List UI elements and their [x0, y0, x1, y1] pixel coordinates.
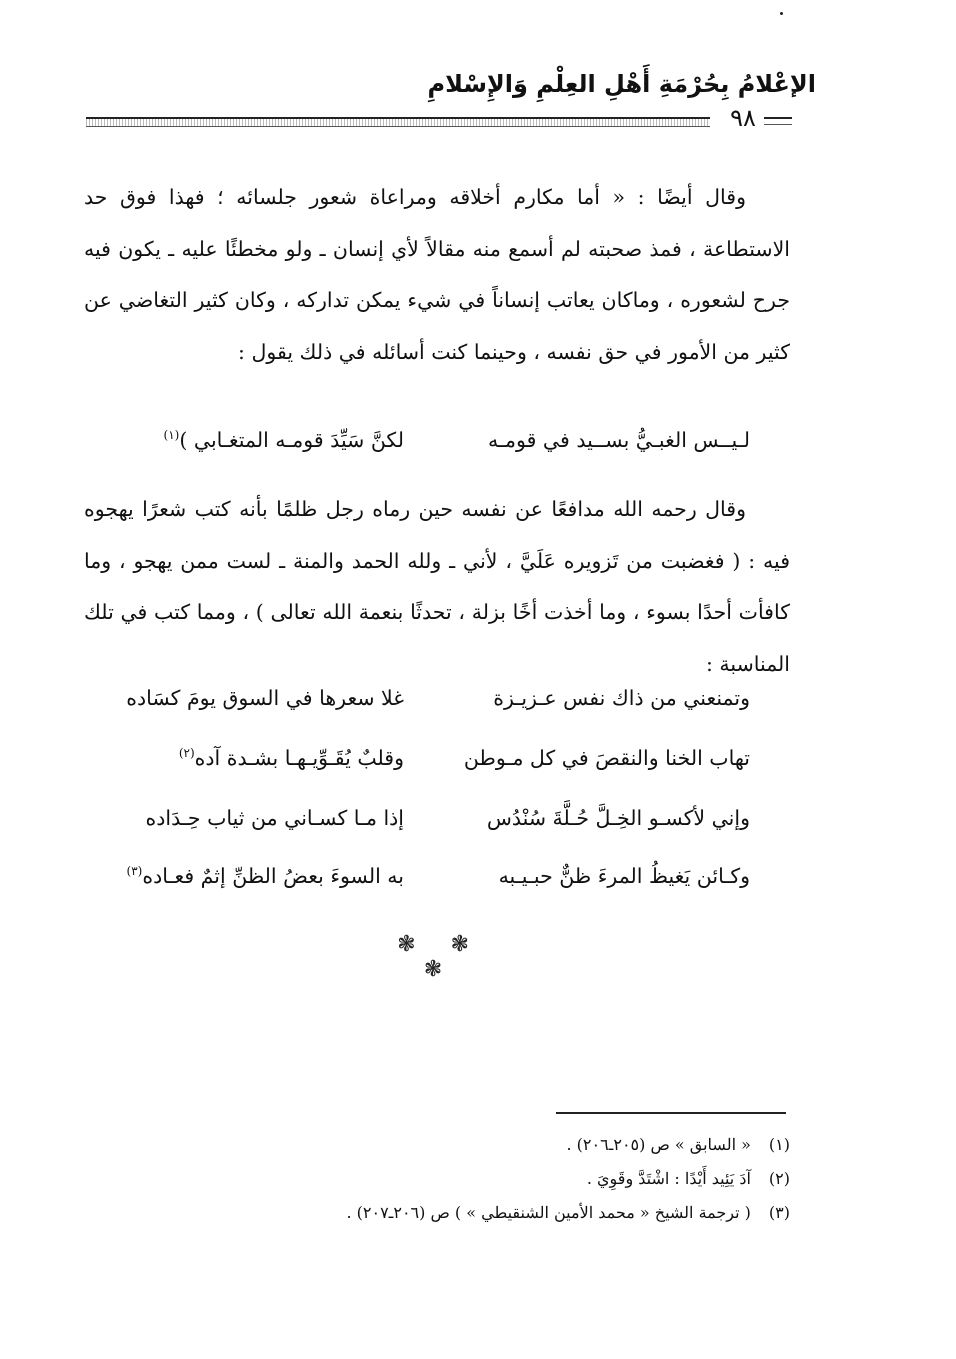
poem-line-2 [84, 746, 790, 796]
page-number: ٩٨ [730, 104, 756, 132]
running-header-title: الإعْلامُ بِحُرْمَةِ أَهْلِ العِلْمِ وَالإِسْلامِ [427, 70, 816, 98]
footnote-3: (٣) ( ترجمة الشيخ « محمد الأمين الشنقيطي » ) ص (٢٠٦ـ٢٠٧) . [346, 1203, 790, 1222]
verse-hemistich-right: لـيــس الغبـيُّ بســيد في قومـه [488, 428, 750, 452]
footnote-rule [556, 1112, 786, 1114]
poem-hemistich-left: إذا مـا كسـاني من ثياب حِـدَاده [145, 806, 404, 830]
paragraph-2: وقال رحمه الله مدافعًا عن نفسه حين رماه رجل ظلمًا بأنه كتب شعرًا يهجوه فيه : ( فغضبت من تَزويره عَلَيَّ ، لأني ـ ولله الحمد والمنة ـ لست ممن يهجو ، وما كافأت أحدًا بسوء ، وما أخذت أخًا بزلة ، تحدثًا بنعمة الله تعالى ) ، ومما كتب في تلك المناسبة : [84, 497, 790, 676]
paragraph-1: وقال أيضًا : « أما مكارم أخلاقه ومراعاة شعور جلسائه ؛ فهذا فوق حد الاستطاعة ، فمذ صحبته لم أسمع منه مقالاً لأي إنسان ـ ولو مخطئًا عليه ـ يكون فيه جرح لشعوره ، وماكان يعاتب إنساناً في شيء يمكن تداركه ، وكان كثير التغاضي عن كثير من الأمور في حق نفسه ، وحينما كنت أسائله في ذلك يقول : [84, 185, 790, 364]
footnote-ref: (١) [163, 428, 180, 443]
header-rule [86, 117, 710, 127]
footnote-ref: (٢) [178, 746, 195, 761]
verse-hemistich-left: لكنَّ سَيِّدَ قومـه المتغـابي )$^{(١)}$ [163, 428, 404, 452]
poem-hemistich-right: وتمنعني من ذاك نفس عـزيـزة [493, 686, 750, 710]
poem-line-4 [84, 864, 790, 914]
footnote-2: (٢) آدَ يَئِيد أَيْدًا : اشْتَدَّ وقَوِيَ . [586, 1169, 790, 1188]
poem-hemistich-right: تهاب الخنا والنقصَ في كل مـوطن [463, 746, 750, 770]
poem-line-3 [84, 806, 790, 856]
poem-hemistich-left: وقلبٌ يُقَـوِّيـهـا بشـدة آده$^{(٢)}$ [178, 746, 404, 770]
poem-hemistich-left: غلا سعرها في السوق يومَ كسَاده [126, 686, 404, 710]
page-number-rule [764, 117, 792, 125]
page-speck [780, 12, 783, 15]
main-text [84, 172, 790, 378]
main-text-2 [84, 484, 790, 690]
poem-hemistich-right: وكـائن يَغيظُ المرءَ ظنٌّ حبـيـبه [498, 864, 750, 888]
poem-hemistich-left: به السوءَ بعضُ الظنِّ إثمٌ فعـاده$^{(٣)}$ [126, 864, 404, 888]
footnotes [84, 1128, 790, 1230]
poem-hemistich-right: وإني لأكسـو الخِـلَّ حُـلَّةَ سُنْدُس [486, 806, 750, 830]
section-separator: ❃ ❃ ❃ [397, 932, 483, 982]
footnote-1: (١) « السابق » ص (٢٠٥ـ٢٠٦) . [566, 1135, 790, 1154]
verse-line-1 [84, 428, 790, 478]
poem-line-1 [84, 686, 790, 736]
footnote-ref: (٣) [126, 864, 143, 879]
